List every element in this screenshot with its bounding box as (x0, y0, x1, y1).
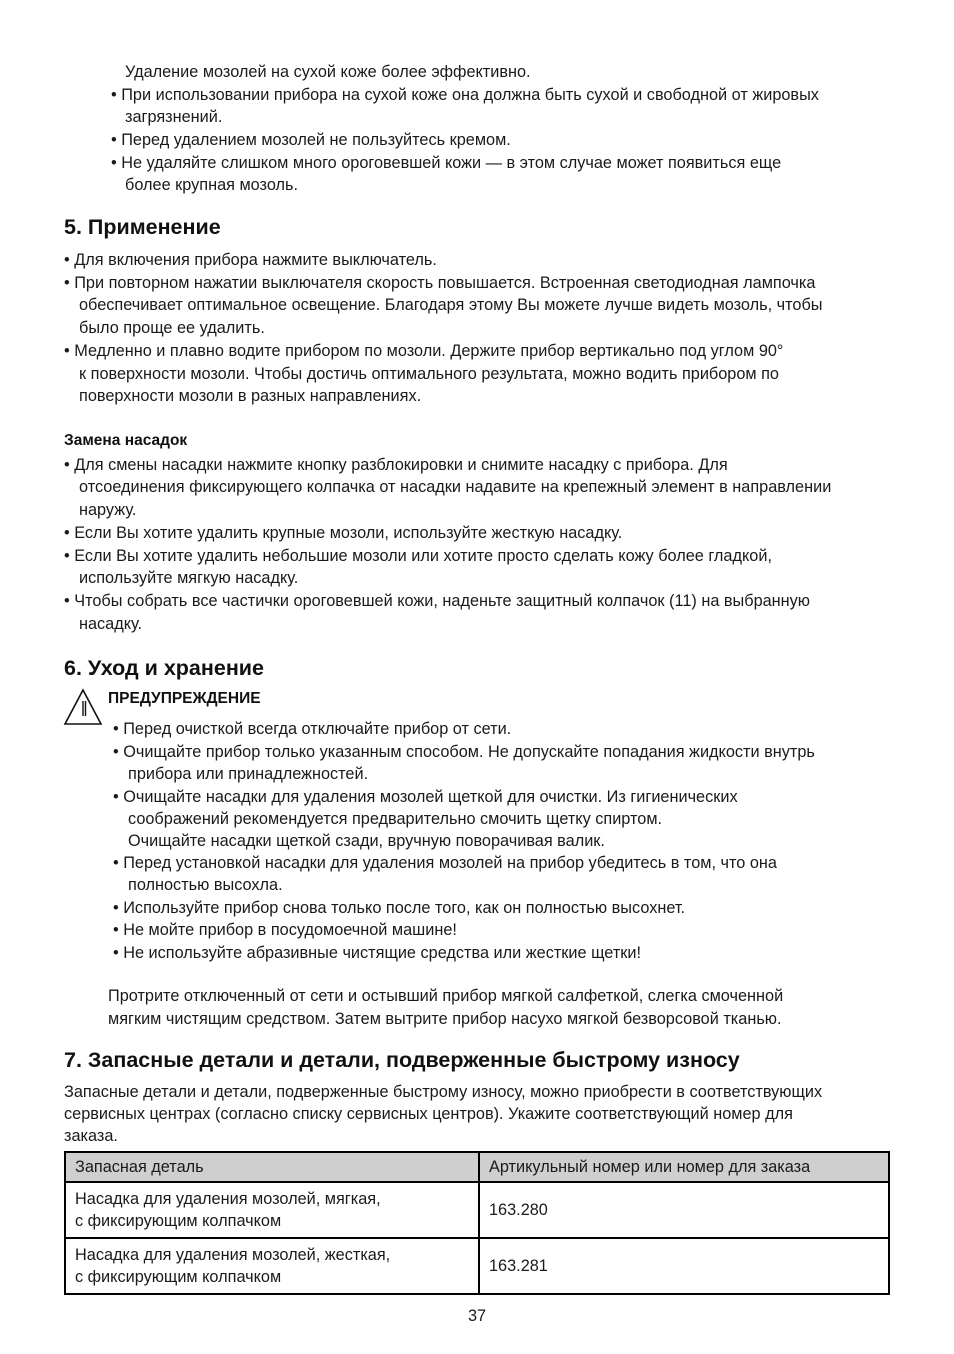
warning-bullet: • Не используйте абразивные чистящие средства или жесткие щетки! (113, 944, 642, 962)
table-cell-number: 163.281 (479, 1238, 889, 1294)
section-7-heading: 7. Запасные детали и детали, подверженные быстрому износу (64, 1048, 740, 1072)
section-7-text-line: Запасные детали и детали, подверженные быстрому износу, можно приобрести в соответствующих (64, 1083, 823, 1101)
spare-parts-table (64, 1151, 890, 1295)
warning-bullet: • Перед очисткой всегда отключайте прибор от сети. (113, 720, 512, 738)
section-5-bullet: • Медленно и плавно водите прибором по мозоли. Держите прибор вертикально под углом 90° (64, 342, 784, 360)
subsection-text-line: отсоединения фиксирующего колпачка от насадки надавите на крепежный элемент в направлении (79, 478, 832, 496)
warning-text-line: соображений рекомендуется предварительно смочить щетку спиртом. (128, 810, 663, 828)
intro-bullet: • Перед удалением мозолей не пользуйтесь кремом. (111, 131, 511, 149)
table-row (65, 1182, 889, 1238)
warning-bullet: • Не мойте прибор в посудомоечной машине! (113, 921, 457, 939)
section-5-text-line: поверхности мозоли в разных направлениях. (79, 387, 422, 405)
section-7-text-line: сервисных центрах (согласно списку сервисных центров). Укажите соответствующий номер для (64, 1105, 793, 1123)
table-cell-part (65, 1182, 479, 1238)
subsection-bullet: • Если Вы хотите удалить крупные мозоли, используйте жесткую насадку. (64, 524, 623, 542)
warning-text-line: Очищайте насадки щеткой сзади, вручную поворачивая валик. (128, 832, 605, 850)
subsection-text-line: наружу. (79, 501, 137, 519)
table-cell-number: 163.280 (479, 1182, 889, 1238)
table-cell-part (65, 1238, 479, 1294)
warning-bullet: • Очищайте прибор только указанным способом. Не допускайте попадания жидкости внутрь (113, 743, 815, 761)
section-5-bullet: • Для включения прибора нажмите выключатель. (64, 251, 437, 269)
table-header-row (65, 1152, 889, 1182)
warning-bullet: • Используйте прибор снова только после того, как он полностью высохнет. (113, 899, 686, 917)
section-5-text-line: обеспечивает оптимальное освещение. Благодаря этому Вы можете лучше видеть мозоль, чтобы (79, 296, 823, 314)
intro-bullet: • Не удаляйте слишком много ороговевшей кожи — в этом случае может появиться еще (111, 154, 782, 172)
intro-text-line: Удаление мозолей на сухой коже более эффективно. (125, 63, 531, 81)
warning-bullet: • Очищайте насадки для удаления мозолей щеткой для очистки. Из гигиенических (113, 788, 738, 806)
warning-bullet: • Перед установкой насадки для удаления мозолей на прибор убедитесь в том, что она (113, 854, 777, 872)
subsection-heading: Замена насадок (64, 432, 188, 449)
section-6-heading: 6. Уход и хранение (64, 656, 264, 680)
table-row (65, 1238, 889, 1294)
subsection-text-line: используйте мягкую насадку. (79, 569, 299, 587)
section-5-text-line: к поверхности мозоли. Чтобы достичь оптимального результата, можно водить прибором по (79, 365, 779, 383)
section-5-bullet: • При повторном нажатии выключателя скорость повышается. Встроенная светодиодная лампочка (64, 274, 816, 292)
subsection-bullet: • Чтобы собрать все частички ороговевшей кожи, наденьте защитный колпачок (11) на выбранную (64, 592, 811, 610)
warning-text-line: полностью высохла. (128, 876, 283, 894)
warning-title: ПРЕДУПРЕЖДЕНИЕ (108, 690, 261, 707)
intro-text-line: загрязнений. (125, 108, 223, 126)
section-7-text-line: заказа. (64, 1127, 118, 1145)
warning-triangle-icon (63, 688, 103, 726)
subsection-bullet: • Для смены насадки нажмите кнопку разблокировки и снимите насадку с прибора. Для (64, 456, 728, 474)
part-name-line: с фиксирующим колпачком (75, 1212, 282, 1230)
part-name-line: Насадка для удаления мозолей, жесткая, (75, 1246, 391, 1264)
section-5-text-line: было проще ее удалить. (79, 319, 265, 337)
section-5-heading: 5. Применение (64, 215, 221, 239)
warning-text-line: прибора или принадлежностей. (128, 765, 369, 783)
page-number: 37 (467, 1307, 487, 1325)
table-header-part: Запасная деталь (65, 1152, 479, 1182)
intro-bullet: • При использовании прибора на сухой коже она должна быть сухой и свободной от жировых (111, 86, 819, 104)
part-name-line: с фиксирующим колпачком (75, 1268, 282, 1286)
subsection-text-line: насадку. (79, 615, 143, 633)
table-header-number: Артикульный номер или номер для заказа (479, 1152, 889, 1182)
care-text-line: Протрите отключенный от сети и остывший прибор мягкой салфеткой, слегка смоченной (108, 987, 784, 1005)
part-name-line: Насадка для удаления мозолей, мягкая, (75, 1190, 381, 1208)
care-text-line: мягким чистящим средством. Затем вытрите прибор насухо мягкой безворсовой тканью. (108, 1010, 782, 1028)
intro-text-line: более крупная мозоль. (125, 176, 299, 194)
subsection-bullet: • Если Вы хотите удалить небольшие мозоли или хотите просто сделать кожу более гладкой, (64, 547, 772, 565)
